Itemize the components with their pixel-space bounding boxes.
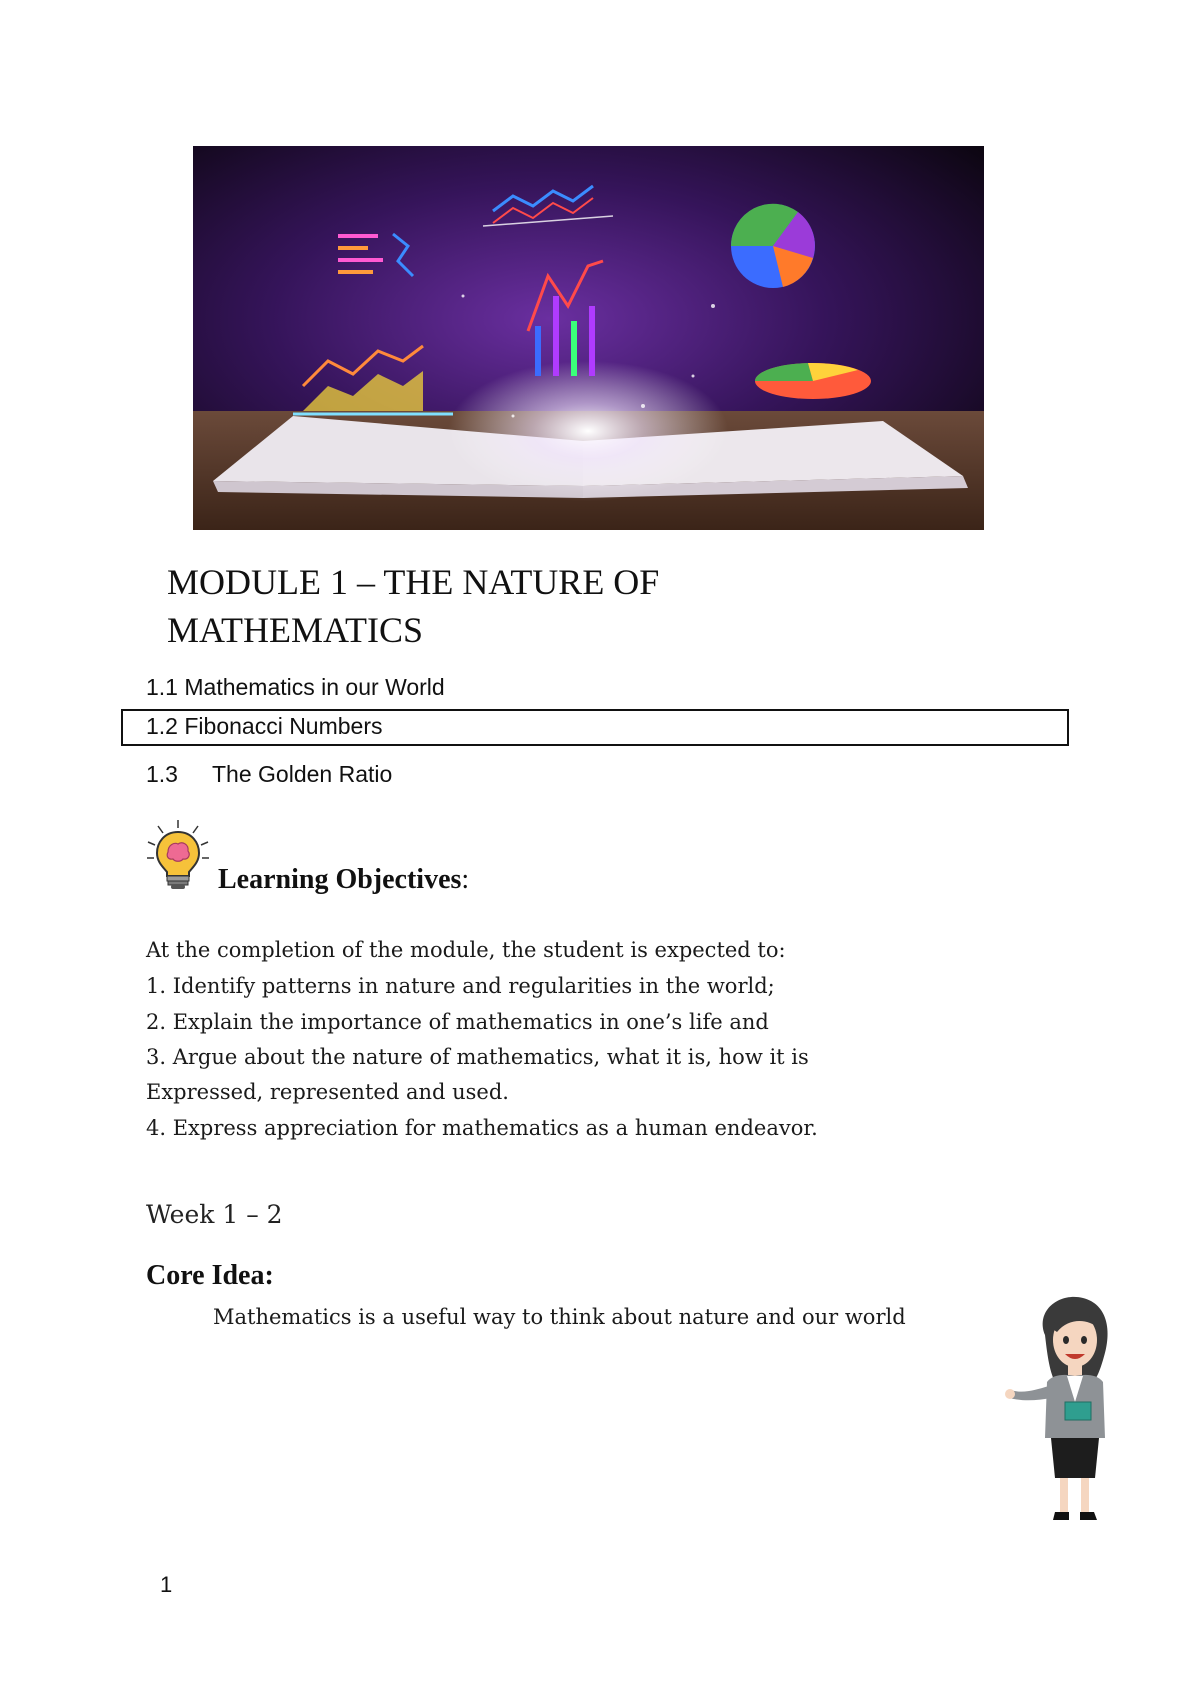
week-label: Week 1 – 2: [146, 1200, 283, 1229]
module-title-line-1: MODULE 1 – THE NATURE OF: [167, 562, 660, 602]
topic-item: [146, 713, 1046, 740]
topic-item: [146, 761, 1046, 788]
topic-label: Mathematics in our World: [184, 674, 445, 700]
lightbulb-brain-icon: [144, 818, 212, 892]
topic-item: [146, 674, 1046, 701]
learning-objectives-label: Learning Objectives: [218, 864, 462, 895]
objective-item: Expressed, represented and used.: [146, 1080, 509, 1104]
topic-number: 1.3: [146, 761, 178, 787]
learning-objectives-heading: [218, 864, 469, 896]
core-idea-text: Mathematics is a useful way to think about nature and our world: [213, 1305, 906, 1329]
topic-number: 1.1: [146, 674, 178, 700]
module-title: [167, 558, 987, 654]
objective-item: 1. Identify patterns in nature and regularities in the world;: [146, 974, 775, 998]
topic-label: Fibonacci Numbers: [184, 713, 383, 739]
banner-illustration: [193, 146, 984, 530]
objectives-intro: At the completion of the module, the student is expected to:: [146, 938, 786, 962]
core-idea-heading: Core Idea:: [146, 1260, 274, 1291]
module-title-line-2: MATHEMATICS: [167, 610, 424, 650]
objective-item: 2. Explain the importance of mathematics in one’s life and: [146, 1010, 769, 1034]
topic-number: 1.2: [146, 713, 178, 739]
topic-label: The Golden Ratio: [212, 761, 393, 787]
teacher-character-illustration: [1005, 1290, 1130, 1525]
objective-item: 4. Express appreciation for mathematics as a human endeavor.: [146, 1116, 818, 1140]
objective-item: 3. Argue about the nature of mathematics, what it is, how it is: [146, 1045, 809, 1069]
page-number: 1: [160, 1572, 173, 1597]
heading-colon: :: [461, 864, 470, 895]
